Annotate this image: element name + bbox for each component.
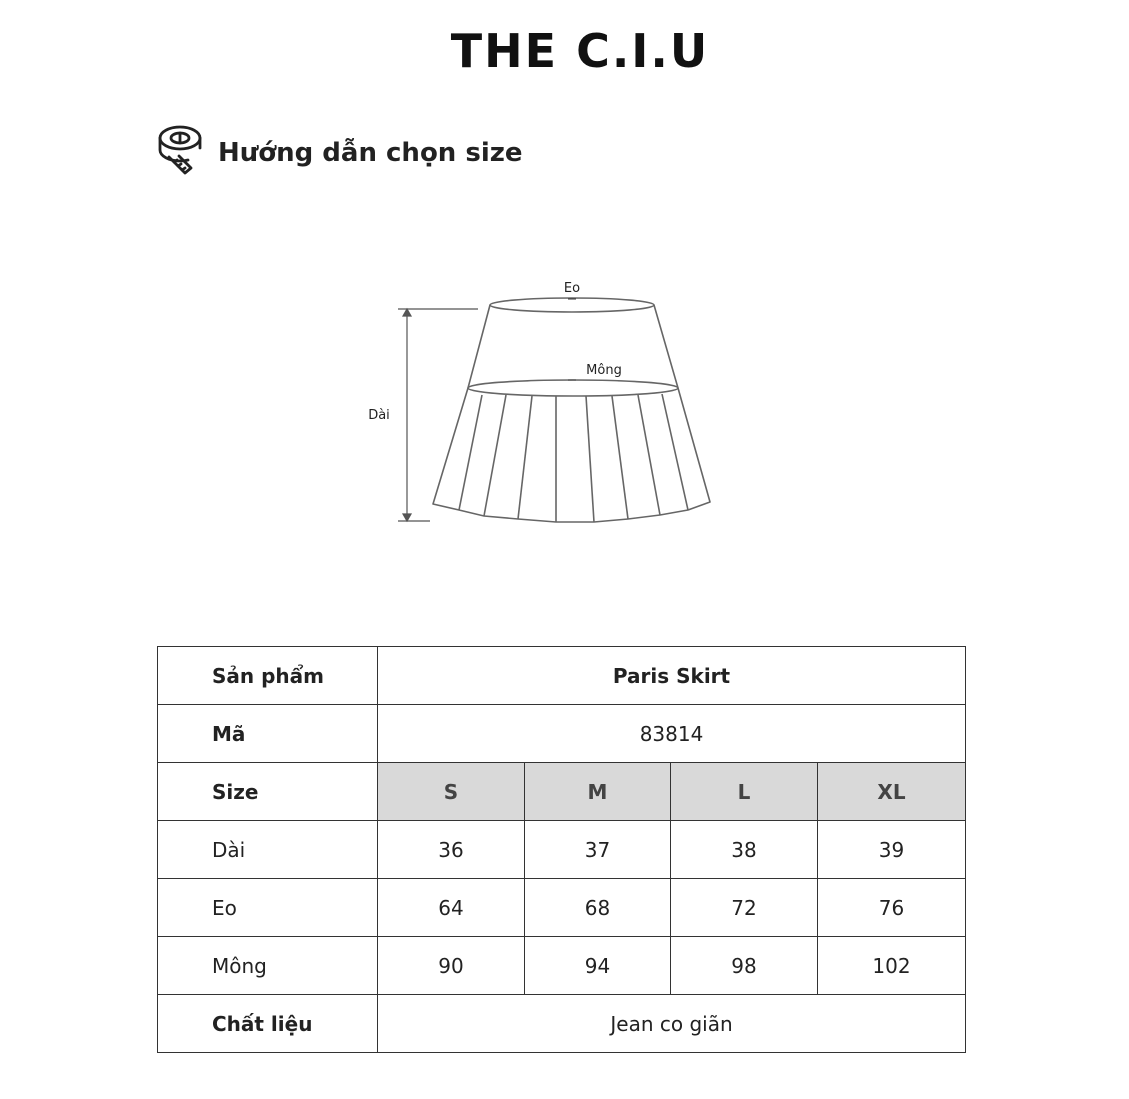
code-value: 83814 [378,705,966,763]
table-row [158,879,966,937]
table-cell: 38 [671,821,818,879]
size-xl: XL [818,763,966,821]
table-cell: 90 [378,937,525,995]
length-label: Dài [368,408,390,423]
table-cell: 36 [378,821,525,879]
table-cell: 64 [378,879,525,937]
table-row [158,763,966,821]
table-cell: 98 [671,937,818,995]
size-guide-header [155,125,523,181]
code-label: Mã [158,705,378,763]
skirt-diagram [360,278,720,528]
brand-logo: THE C.I.U [450,24,710,78]
table-row [158,821,966,879]
size-l: L [671,763,818,821]
length-row-label: Dài [158,821,378,879]
product-value: Paris Skirt [378,647,966,705]
size-label: Size [158,763,378,821]
table-cell: 76 [818,879,966,937]
hip-label: Mông [586,363,622,378]
table-cell: 68 [525,879,671,937]
table-cell: 94 [525,937,671,995]
table-row [158,995,966,1053]
material-label: Chất liệu [158,995,378,1053]
hip-row-label: Mông [158,937,378,995]
table-row [158,647,966,705]
material-value: Jean co giãn [378,995,966,1053]
product-label: Sản phẩm [158,647,378,705]
guide-title: Hướng dẫn chọn size [218,138,523,168]
table-row [158,937,966,995]
size-table [157,646,966,1053]
table-row [158,705,966,763]
table-cell: 72 [671,879,818,937]
measuring-tape-icon [155,124,205,182]
waist-label: Eo [563,281,581,296]
table-cell: 102 [818,937,966,995]
size-m: M [525,763,671,821]
table-cell: 39 [818,821,966,879]
waist-row-label: Eo [158,879,378,937]
size-s: S [378,763,525,821]
table-cell: 37 [525,821,671,879]
